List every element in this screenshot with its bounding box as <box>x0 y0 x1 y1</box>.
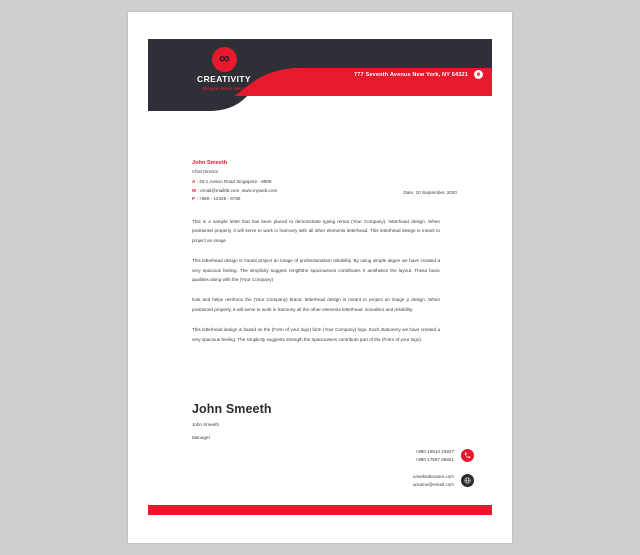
sender-address-value: 45-1,Anson Road Singapore - 8909 <box>199 179 272 184</box>
logo-name: CREATIVITY <box>197 74 251 84</box>
logo <box>186 47 262 91</box>
sender-name: John Smeeth <box>192 160 228 166</box>
header-address-text: 777 Seventh Avenue New York, NY 54321 <box>354 71 468 78</box>
phone-icon <box>461 449 474 462</box>
body-paragraph: look and helps reinforce the (Your Company) brand. letterhead design is meant to project an image p design. When positioned properly, it will serve to work in harmony all the other elements letterhead. sionalism and reliability. <box>192 297 440 312</box>
globe-icon <box>461 474 474 487</box>
sender-address-prefix: A <box>192 179 196 184</box>
sender-phone-value: +880 - 12345 - 6789 <box>198 196 241 202</box>
signature-name: John Smeeth <box>192 402 272 416</box>
sender-web-line: W : email@mail65.com, www.myweb.com <box>192 187 278 193</box>
infinity-icon <box>212 47 237 72</box>
page-header <box>148 39 492 111</box>
sender-role: Chief Director <box>192 169 219 174</box>
sender-info <box>192 160 457 204</box>
location-pin-icon <box>474 70 483 79</box>
letter-date: Date, 10 September, 2020 <box>403 190 457 195</box>
sender-phone-line: P : +880 - 12345 - 6789 <box>192 196 241 202</box>
signature-block <box>192 402 272 442</box>
footer-web-line: urname@email.com <box>412 481 454 487</box>
sender-web-value: email@mail65.com, www.myweb.com <box>200 187 278 193</box>
body-paragraph: This is a sample letter that has been placed to demonstrate typing remat (Your Company). letterhead design. When positioned properly, it will serve to work in harmony with all other elements letterhead. This letterhead design is meant to project an image <box>192 219 440 243</box>
header-address <box>323 70 483 79</box>
footer-phone-line: +880 17567 66821 <box>415 456 454 462</box>
footer-phone-line: +880 19914 23927 <box>415 449 454 454</box>
letter-body <box>192 217 440 355</box>
body-paragraph: This letterhead design is meant project an image of professionalism reliability. By using simple akgen we have created a very spacious feeling. The simplicity suggest rengththe spaciousnes contributes h aesthetics the layout. These basic qualities along with the (Your Company) <box>192 258 440 283</box>
body-paragraph: This letterhead design is based on the (Form of your logo) form (Your Company) logo. Each stationery we have created a very spacious feeling. The simplicity suggests strength the spaciousnes contribute part of the (Form of your logo). <box>192 327 440 342</box>
phone-glyph <box>464 452 471 459</box>
footer-phone-row <box>416 448 474 463</box>
logo-slogan: Slogan Goes Here <box>201 85 247 91</box>
sender-web-prefix: W <box>192 187 197 193</box>
footer-contact <box>413 448 474 488</box>
signature-title: Manager <box>192 434 211 440</box>
footer-web-text <box>413 473 454 488</box>
footer-web-line: urwebsitename.com <box>412 474 454 480</box>
sender-phone-prefix: P <box>192 196 196 202</box>
globe-glyph <box>464 477 471 484</box>
footer-accent-bar <box>148 505 492 515</box>
letterhead-page <box>128 12 512 543</box>
signature-subname: John Smeeth <box>192 422 220 427</box>
footer-web-row <box>413 473 474 488</box>
location-pin-glyph <box>476 72 481 77</box>
footer-phone-text <box>416 448 454 463</box>
infinity-glyph: ∞ <box>219 50 229 67</box>
sender-address-line: A : 45-1,Anson Road Singapore - 8909 <box>192 179 272 184</box>
